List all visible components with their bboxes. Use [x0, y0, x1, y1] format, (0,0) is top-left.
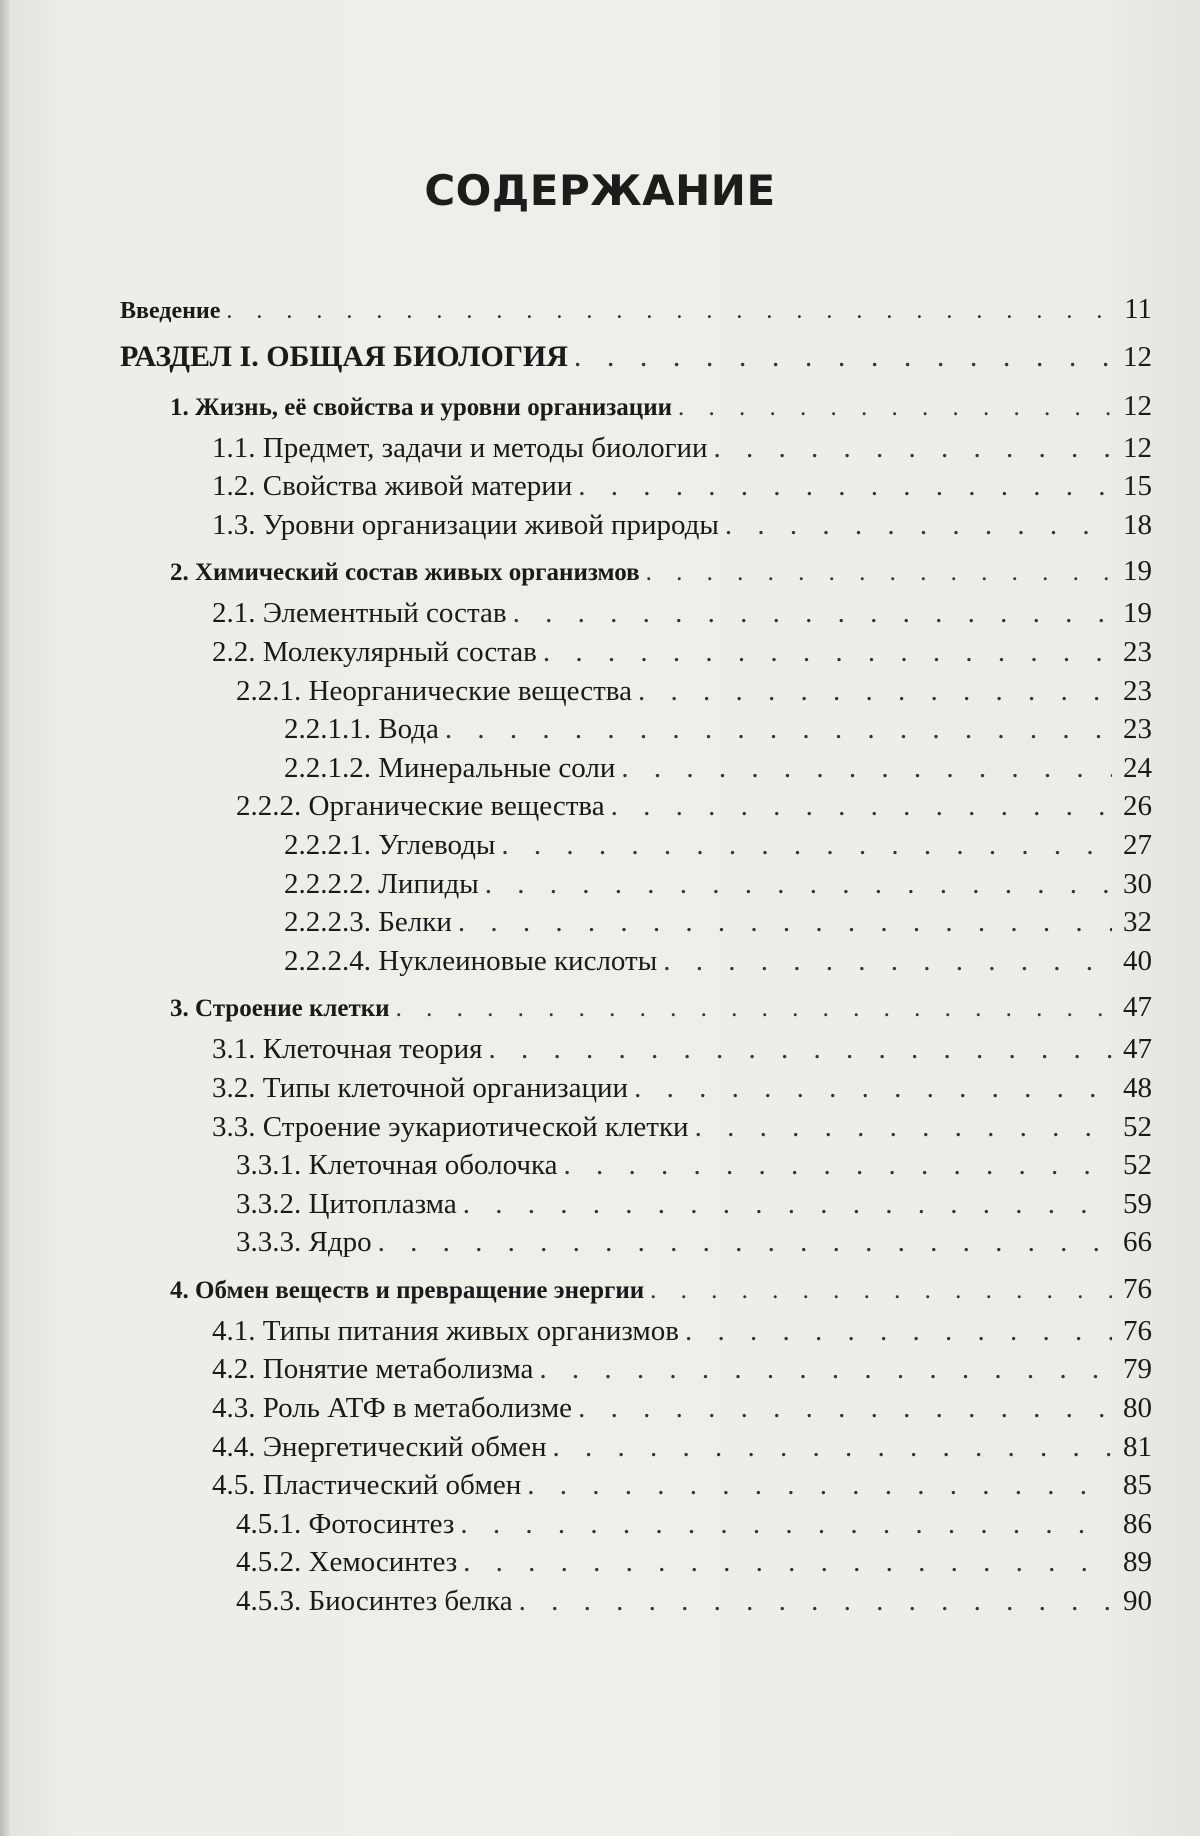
dot-leader — [460, 1505, 1112, 1544]
dot-leader — [463, 1543, 1112, 1582]
toc-entry-label: РАЗДЕЛ I. ОБЩАЯ БИОЛОГИЯ — [120, 339, 568, 373]
toc-entry — [120, 290, 1152, 331]
toc-entry-page-number: 18 — [1123, 508, 1152, 541]
toc-entry — [120, 633, 1152, 672]
toc-entry — [120, 672, 1152, 711]
toc-entry-label: 4. Обмен веществ и превращение энергии — [170, 1276, 645, 1304]
dot-leader — [564, 1146, 1113, 1185]
dot-leader — [678, 387, 1112, 429]
toc-entry-page-number: 23 — [1123, 635, 1152, 668]
toc-entry-label: 2.2.2.3. Белки — [284, 906, 452, 939]
dot-leader — [378, 1223, 1112, 1262]
toc-entry-page-number: 11 — [1124, 293, 1152, 325]
dot-leader — [725, 506, 1112, 545]
toc-entry-label: 3. Строение клетки — [170, 995, 390, 1023]
toc-entry-page-number: 12 — [1123, 431, 1152, 464]
toc-entry — [120, 865, 1152, 904]
toc-entry — [120, 1185, 1152, 1224]
toc-entry-label: 2.2.2.4. Нуклеиновые кислоты — [284, 944, 658, 977]
toc-entry-page-number: 76 — [1123, 1314, 1152, 1347]
toc-entry-page-number: 47 — [1123, 1033, 1152, 1066]
toc-entry — [120, 1223, 1152, 1262]
toc-entry — [120, 429, 1152, 468]
toc-entry-label: 1.3. Уровни организации живой природы — [212, 508, 719, 541]
toc-entry — [120, 787, 1152, 826]
toc-entry-page-number: 12 — [1123, 340, 1152, 373]
page-title: СОДЕРЖАНИЕ — [424, 166, 776, 215]
table-of-contents — [120, 290, 1152, 1621]
dot-leader — [458, 903, 1112, 942]
toc-entry-label: 1. Жизнь, её свойства и уровни организации — [170, 393, 673, 421]
toc-entry-page-number: 89 — [1123, 1546, 1152, 1579]
dot-leader — [650, 1270, 1112, 1312]
toc-entry — [120, 1108, 1152, 1147]
toc-entry — [120, 385, 1152, 429]
toc-entry-label: 2.2.2. Органические вещества — [236, 790, 605, 823]
toc-entry-page-number: 80 — [1123, 1392, 1152, 1425]
toc-entry-page-number: 24 — [1123, 751, 1152, 784]
dot-leader — [685, 1312, 1112, 1351]
toc-entry — [120, 749, 1152, 788]
toc-entry — [120, 506, 1152, 545]
dot-leader — [574, 335, 1112, 379]
toc-entry — [120, 826, 1152, 865]
dot-leader — [638, 672, 1112, 711]
dot-leader — [226, 292, 1112, 331]
toc-entry-page-number: 48 — [1123, 1071, 1152, 1104]
toc-entry-label: 2.1. Элементный состав — [212, 597, 507, 630]
dot-leader — [634, 1069, 1112, 1108]
toc-entry — [120, 1146, 1152, 1185]
toc-entry-page-number: 85 — [1123, 1469, 1152, 1502]
dot-leader — [663, 942, 1112, 981]
toc-entry-page-number: 90 — [1123, 1585, 1152, 1618]
dot-leader — [578, 467, 1112, 506]
toc-entry — [120, 1350, 1152, 1389]
toc-entry-page-number: 30 — [1123, 867, 1152, 900]
toc-entry — [120, 942, 1152, 981]
toc-entry-label: 2.2.2.1. Углеводы — [284, 828, 496, 861]
dot-leader — [543, 633, 1112, 672]
page-binding-shadow — [0, 0, 10, 1836]
dot-leader — [578, 1389, 1112, 1428]
toc-entry-label: 4.1. Типы питания живых организмов — [212, 1314, 679, 1347]
toc-entry-page-number: 19 — [1123, 597, 1152, 630]
toc-entry-page-number: 59 — [1123, 1187, 1152, 1220]
toc-entry-page-number: 52 — [1123, 1110, 1152, 1143]
toc-entry — [120, 1069, 1152, 1108]
toc-entry — [120, 1543, 1152, 1582]
toc-entry-label: 4.5.3. Биосинтез белка — [236, 1585, 513, 1618]
toc-entry — [120, 550, 1152, 594]
toc-entry — [120, 1268, 1152, 1312]
toc-entry-page-number: 79 — [1123, 1353, 1152, 1386]
dot-leader — [553, 1428, 1112, 1467]
toc-entry-label: 2.2.1.2. Минеральные соли — [284, 751, 616, 784]
toc-entry-page-number: 40 — [1123, 944, 1152, 977]
toc-entry-label: 4.3. Роль АТФ в метаболизме — [212, 1392, 573, 1425]
toc-entry-page-number: 12 — [1123, 389, 1152, 422]
toc-entry-label: 4.5.1. Фотосинтез — [236, 1507, 455, 1540]
toc-entry-label: 4.4. Энергетический обмен — [212, 1430, 547, 1463]
toc-entry-page-number: 86 — [1123, 1507, 1152, 1540]
toc-entry — [120, 1428, 1152, 1467]
dot-leader — [527, 1466, 1112, 1505]
dot-leader — [488, 1030, 1112, 1069]
toc-entry-page-number: 19 — [1123, 555, 1152, 588]
toc-entry-label: 2.2.2.2. Липиды — [284, 867, 479, 900]
toc-entry-page-number: 23 — [1123, 713, 1152, 746]
toc-entry-label: 3.3. Строение эукариотической клетки — [212, 1110, 689, 1143]
toc-entry-label: 2.2.1.1. Вода — [284, 713, 439, 746]
dot-leader — [646, 552, 1112, 594]
toc-entry — [120, 594, 1152, 633]
dot-leader — [611, 787, 1112, 826]
toc-entry — [120, 467, 1152, 506]
toc-entry-label: 2.2.1. Неорганические вещества — [236, 674, 632, 707]
toc-entry-label: 4.2. Понятие метаболизма — [212, 1353, 534, 1386]
toc-entry-label: 4.5.2. Хемосинтез — [236, 1546, 458, 1579]
dot-leader — [695, 1108, 1112, 1147]
toc-entry — [120, 710, 1152, 749]
toc-entry-page-number: 32 — [1123, 906, 1152, 939]
dot-leader — [396, 988, 1112, 1030]
toc-entry — [120, 335, 1152, 379]
toc-entry-label: 1.2. Свойства живой материи — [212, 470, 573, 503]
toc-entry-page-number: 76 — [1123, 1272, 1152, 1305]
toc-entry-label: 3.3.2. Цитоплазма — [236, 1187, 457, 1220]
dot-leader — [445, 710, 1112, 749]
dot-leader — [501, 826, 1112, 865]
dot-leader — [513, 594, 1112, 633]
toc-entry-page-number: 26 — [1123, 790, 1152, 823]
toc-entry-label: 3.3.1. Клеточная оболочка — [236, 1149, 558, 1182]
toc-entry — [120, 903, 1152, 942]
toc-entry-label: 3.3.3. Ядро — [236, 1226, 372, 1259]
toc-entry-label: 3.2. Типы клеточной организации — [212, 1071, 629, 1104]
toc-entry — [120, 1389, 1152, 1428]
toc-entry-page-number: 23 — [1123, 674, 1152, 707]
dot-leader — [463, 1185, 1112, 1224]
dot-leader — [621, 749, 1112, 788]
toc-entry-page-number: 52 — [1123, 1149, 1152, 1182]
toc-entry-label: Введение — [120, 298, 221, 324]
toc-entry — [120, 1312, 1152, 1351]
toc-entry-label: 3.1. Клеточная теория — [212, 1033, 483, 1066]
toc-entry — [120, 1582, 1152, 1621]
toc-entry-label: 2.2. Молекулярный состав — [212, 635, 537, 668]
toc-entry-page-number: 15 — [1123, 470, 1152, 503]
toc-entry-label: 1.1. Предмет, задачи и методы биологии — [212, 431, 708, 464]
dot-leader — [539, 1350, 1112, 1389]
toc-entry-page-number: 81 — [1123, 1430, 1152, 1463]
toc-entry-page-number: 27 — [1123, 828, 1152, 861]
toc-entry-page-number: 47 — [1123, 991, 1152, 1024]
toc-entry-label: 2. Химический состав живых организмов — [170, 559, 640, 587]
dot-leader — [519, 1582, 1112, 1621]
toc-entry-label: 4.5. Пластический обмен — [212, 1469, 522, 1502]
toc-entry-page-number: 66 — [1123, 1226, 1152, 1259]
toc-entry — [120, 1030, 1152, 1069]
toc-entry — [120, 986, 1152, 1030]
toc-entry — [120, 1505, 1152, 1544]
dot-leader — [485, 865, 1112, 904]
dot-leader — [714, 429, 1112, 468]
toc-entry — [120, 1466, 1152, 1505]
